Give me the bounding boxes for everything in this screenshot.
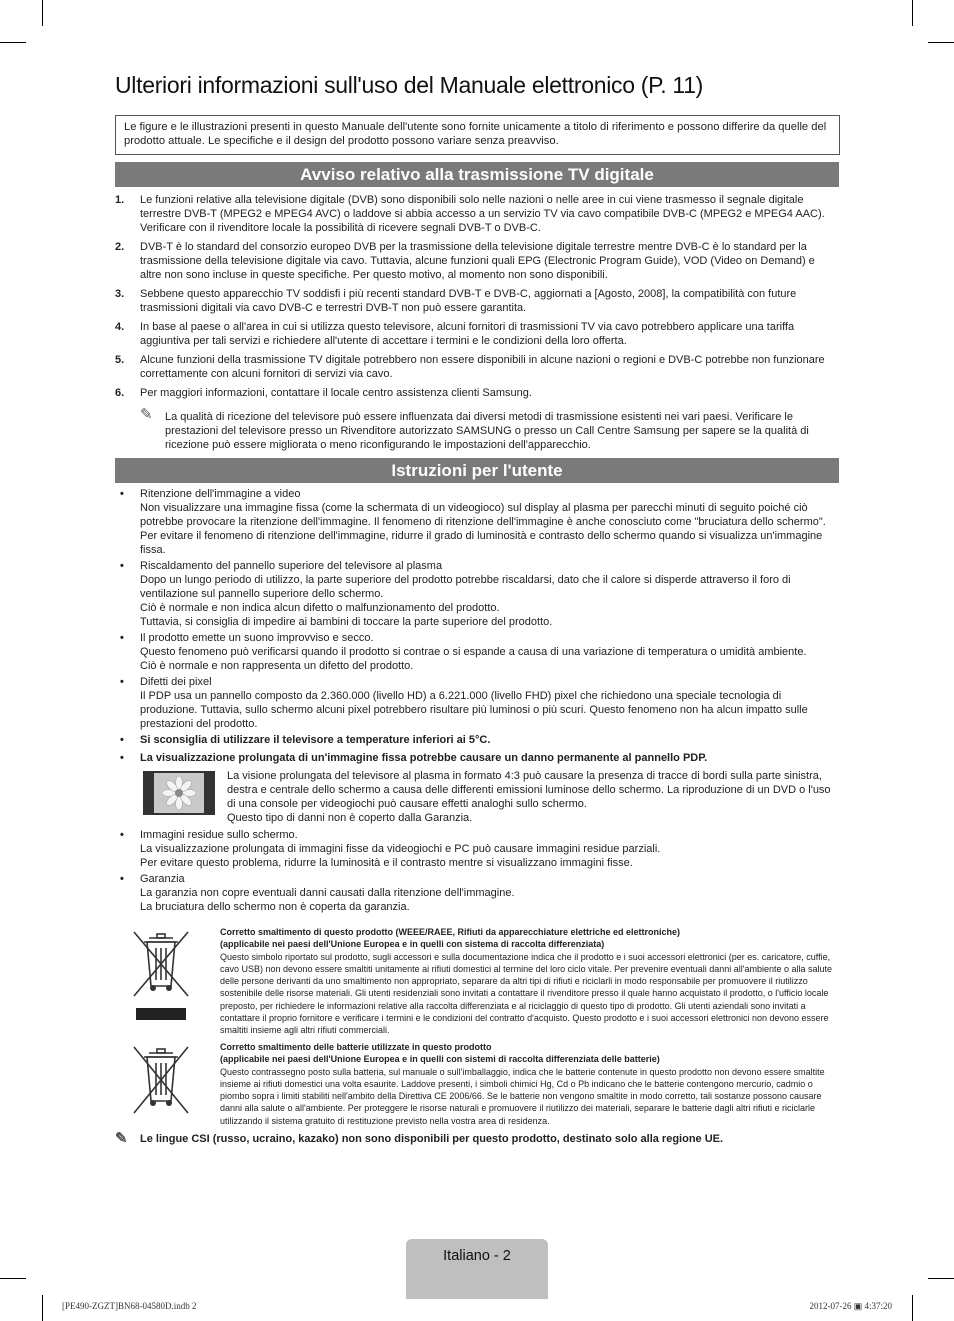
pdp-screen-illustration xyxy=(143,771,215,815)
bullet-icon: • xyxy=(120,676,124,688)
footer-file-info: [PE490-ZGZT]BN68-04580D.indb 2 xyxy=(62,1301,197,1311)
digital-tv-list xyxy=(115,193,839,405)
list-item: • Garanzia La garanzia non copre eventuali danni causati dalla ritenzione dell'immagine. La bruciatura dello schermo non è coperta da garanzia. xyxy=(120,873,515,913)
crop-mark xyxy=(0,42,26,43)
page-number-tab: Italiano - 2 xyxy=(406,1239,548,1299)
note-pencil-icon: ✎ xyxy=(115,1130,128,1147)
bullet-icon: • xyxy=(120,488,124,500)
footer-timestamp: 2012-07-26 ▣ 4:37:20 xyxy=(809,1301,892,1311)
crossed-battery-bin-icon xyxy=(130,1041,192,1121)
crop-mark xyxy=(0,1278,26,1279)
list-item: • Riscaldamento del pannello superiore del televisore al plasma Dopo un lungo periodo di utilizzo, la parte superiore del prodotto potrebbe riscaldarsi, dato che il calore si disperde attraverso il foro di ventilazione sul pannello superiore dello schermo. Ciò è normale e non indica alcun difetto o malfunzionamento del prodotto. Tuttavia, si consiglia di impedire ai bambini di toccare la parte superiore del prodotto. xyxy=(120,560,791,628)
user-instructions-list xyxy=(115,487,839,916)
disclaimer-box: Le figure e le illustrazioni presenti in questo Manuale dell'utente sono fornite unicamente a titolo di riferimento e possono differire da quelle del prodotto attuale. Le specifiche e il design del prodotto possono variare senza preavviso. xyxy=(115,115,840,155)
crossed-bin-icon xyxy=(130,926,192,1022)
bullet-icon: • xyxy=(120,632,124,644)
list-item: 2. DVB-T è lo standard del consorzio europeo DVB per la trasmissione della televisione digitale terrestre mentre DVB-C è lo standard per la trasmissione della televisione digitale via cavo. Tuttavia, alcune funzioni quali EPG (Electronic Program Guide), VOD (Video on Demand) e altre non sono incluse in queste specifiche. Per questo motivo, al momento non sono disponibili. xyxy=(115,241,815,281)
list-item: 6. Per maggiori informazioni, contattare il locale centro assistenza clienti Samsung. xyxy=(115,387,532,399)
bullet-icon: • xyxy=(120,752,124,764)
flower-image-icon xyxy=(162,776,196,810)
crop-mark xyxy=(42,0,43,26)
battery-disposal-notice: Corretto smaltimento delle batterie utilizzate in questo prodotto (applicabile nei paesi dell'Unione Europea e in quelli con sistemi di raccolta differenziata delle batterie) Questo contrassegno posto sulla batteria, sul manuale o sull'imballaggio, indica che le batterie contenute in questo prodotto non devono essere smaltite insieme ai rifiuti domestici una volta esaurite. Laddove presenti, i simboli chimici Hg, Cd o Pb indicano che le batterie contengono mercurio, cadmio o piombo sopra i limiti stabiliti nell'ambito della Direttiva CE 2006/66. Se le batterie non vengono smaltite in modo corretto, tali sostanze possono causare danni alla salute o all'ambiente. Per proteggere le risorse naturali e promuovere il riutilizzo dei materiali, separare le batterie dagli altri rifiuti e riciclarle utilizzando il sistema gratuito di restituzione previsto nella vostra area di residenza. xyxy=(130,1041,840,1127)
list-item: • La visualizzazione prolungata di un'immagine fissa potrebbe causare un danno permanente al pannello PDP. xyxy=(120,752,708,764)
list-item: 1. Le funzioni relative alla televisione digitale (DVB) sono disponibili solo nelle nazioni o nelle aree in cui viene trasmesso il segnale digitale terrestre DVB-T (MPEG2 e MPEG4 AVC) o laddove si abbia accesso a un servizio TV via cavo compatibile DVB-C (MPEG2 e MPEG4 AAC). Verificare con il rivenditore locale la possibilità di ricevere segnali DVB-T o DVB-C. xyxy=(115,194,825,234)
list-item: • Ritenzione dell'immagine a video Non visualizzare una immagine fissa (come la schermata di un videogioco) sul display al plasma per parecchi minuti di seguito poiché ciò potrebbe provocare la ritenzione dell'immagine. Il fenomeno di ritenzione dell'immagine è anche conosciuto come "bruciatura dello schermo". Per evitare il fenomeno di ritenzione dell'immagine, ridurre il grado di luminosità e contrasto dello schermo quando si visualizza un'immagine fissa. xyxy=(120,488,826,556)
crop-mark xyxy=(912,0,913,26)
crop-mark xyxy=(42,1295,43,1321)
bullet-icon: • xyxy=(120,734,124,746)
list-item: • Si sconsiglia di utilizzare il televisore a temperature inferiori ai 5°C. xyxy=(120,734,491,746)
crop-mark xyxy=(928,42,954,43)
section-heading-user-instructions: Istruzioni per l'utente xyxy=(115,458,839,483)
list-item: • Il prodotto emette un suono improvviso e secco. Questo fenomeno può verificarsi quando il prodotto si contrae o si espande a causa di una variazione di temperatura o umidità ambiente. Ciò è normale e non rappresenta un difetto del prodotto. xyxy=(120,632,807,672)
crop-mark xyxy=(912,1295,913,1321)
reception-note: ✎ La qualità di ricezione del televisore può essere influenzata dai diversi metodi di trasmissione esistenti nei vari paesi. Verificare le prestazioni del televisore presso un Rivenditore autorizzato SAMSUNG o presso un Call Centre Samsung per sapere se la qualità di ricezione può essere migliorata o meno riconfigurando le impostazioni dell'apparecchio. xyxy=(140,406,809,451)
list-item: • Immagini residue sullo schermo. La visualizzazione prolungata di immagini fisse da videogiochi e PC può causare immagini residue parziali. Per evitare questo problema, ridurre la luminosità e il contrasto mentre si visualizzano immagini fisse. xyxy=(120,829,661,869)
crop-mark xyxy=(928,1278,954,1279)
pdp-illustration-row: La visione prolungata del televisore al plasma in formato 4:3 può causare la presenza di tracce di bordi sulla parte sinistra, destra e centrale dello schermo a causa delle differenti emissioni luminose dello schermo. La riproduzione di un DVD o l'uso di una console per videogiochi può causare effetti analoghi sullo schermo. Questo tipo di danni non è coperto dalla Garanzia. xyxy=(140,769,839,825)
bullet-icon: • xyxy=(120,829,124,841)
bullet-icon: • xyxy=(120,560,124,572)
bullet-icon: • xyxy=(120,873,124,885)
list-item: 4. In base al paese o all'area in cui si utilizza questo televisore, alcuni fornitori di trasmissioni TV via cavo potrebbero applicare una tariffa aggiuntiva per tali servizi e richiedere all'utente di accettare i termini e le condizioni della loro offerta. xyxy=(115,321,795,347)
weee-disposal-notice: Corretto smaltimento di questo prodotto (WEEE/RAEE, Rifiuti da apparecchiature elettriche ed elettroniche) (applicabile nei paesi dell'Unione Europea e in quelli con sistema di raccolta differenziata) Questo simbolo riportato sul prodotto, sugli accessori e sulla documentazione indica che il prodotto e i suoi accessori elettronici (per es. caricatore, cuffie, cavo USB) non devono essere smaltiti unitamente ai rifiuti domestici al termine del loro ciclo vitale. Per prevenire eventuali danni all'ambiente o alla salute delle persone derivanti da uno smaltimento non appropriato, separare da altri tipi di rifiuti e riciclarli in modo responsabile per promuovere il riutilizzo sostenibile delle risorse materiali. Gli utenti residenziali sono invitati a contattare il rivenditore presso il quale hanno acquistato il prodotto, o l'ufficio locale preposto, per richiedere le informazioni relative alla raccolta differenziata e al riciclaggio di questo tipo di prodotto. Gli utenti aziendali sono invitati a contattare il proprio fornitore e verificare i termini e le condizioni del contratto d'acquisto. Questo prodotto e i suoi accessori elettronici non devono essere smaltiti insieme agli altri rifiuti commerciali. xyxy=(130,926,840,1037)
list-item: 5. Alcune funzioni della trasmissione TV digitale potrebbero non essere disponibili in alcune nazioni o regioni e DVB-C potrebbe non funzionare correttamente con alcuni fornitori di servizi via cavo. xyxy=(115,354,825,380)
page-title: Ulteriori informazioni sull'uso del Manuale elettronico (P. 11) xyxy=(115,72,704,98)
language-note: ✎ Le lingue CSI (russo, ucraino, kazako) non sono disponibili per questo prodotto, destinato solo alla regione UE. xyxy=(115,1130,724,1147)
list-item: 3. Sebbene questo apparecchio TV soddisfi i più recenti standard DVB-T e DVB-C, aggiornati a [Agosto, 2008], la compatibilità con future trasmissioni digitali via cavo DVB-C e terrestri DVB-T non può essere garantita. xyxy=(115,288,797,314)
list-item: • Difetti dei pixel Il PDP usa un pannello composto da 2.360.000 (livello HD) a 6.221.000 (livello FHD) pixel che richiedono una speciale tecnologia di produzione. Tuttavia, sullo schermo alcuni pixel potrebbero risultare più luminosi o più scuri. Questo fenomeno non ha alcun impatto sulle prestazioni del prodotto. xyxy=(120,676,808,730)
note-pencil-icon: ✎ xyxy=(140,406,153,423)
section-heading-digital-tv: Avviso relativo alla trasmissione TV digitale xyxy=(115,162,839,187)
